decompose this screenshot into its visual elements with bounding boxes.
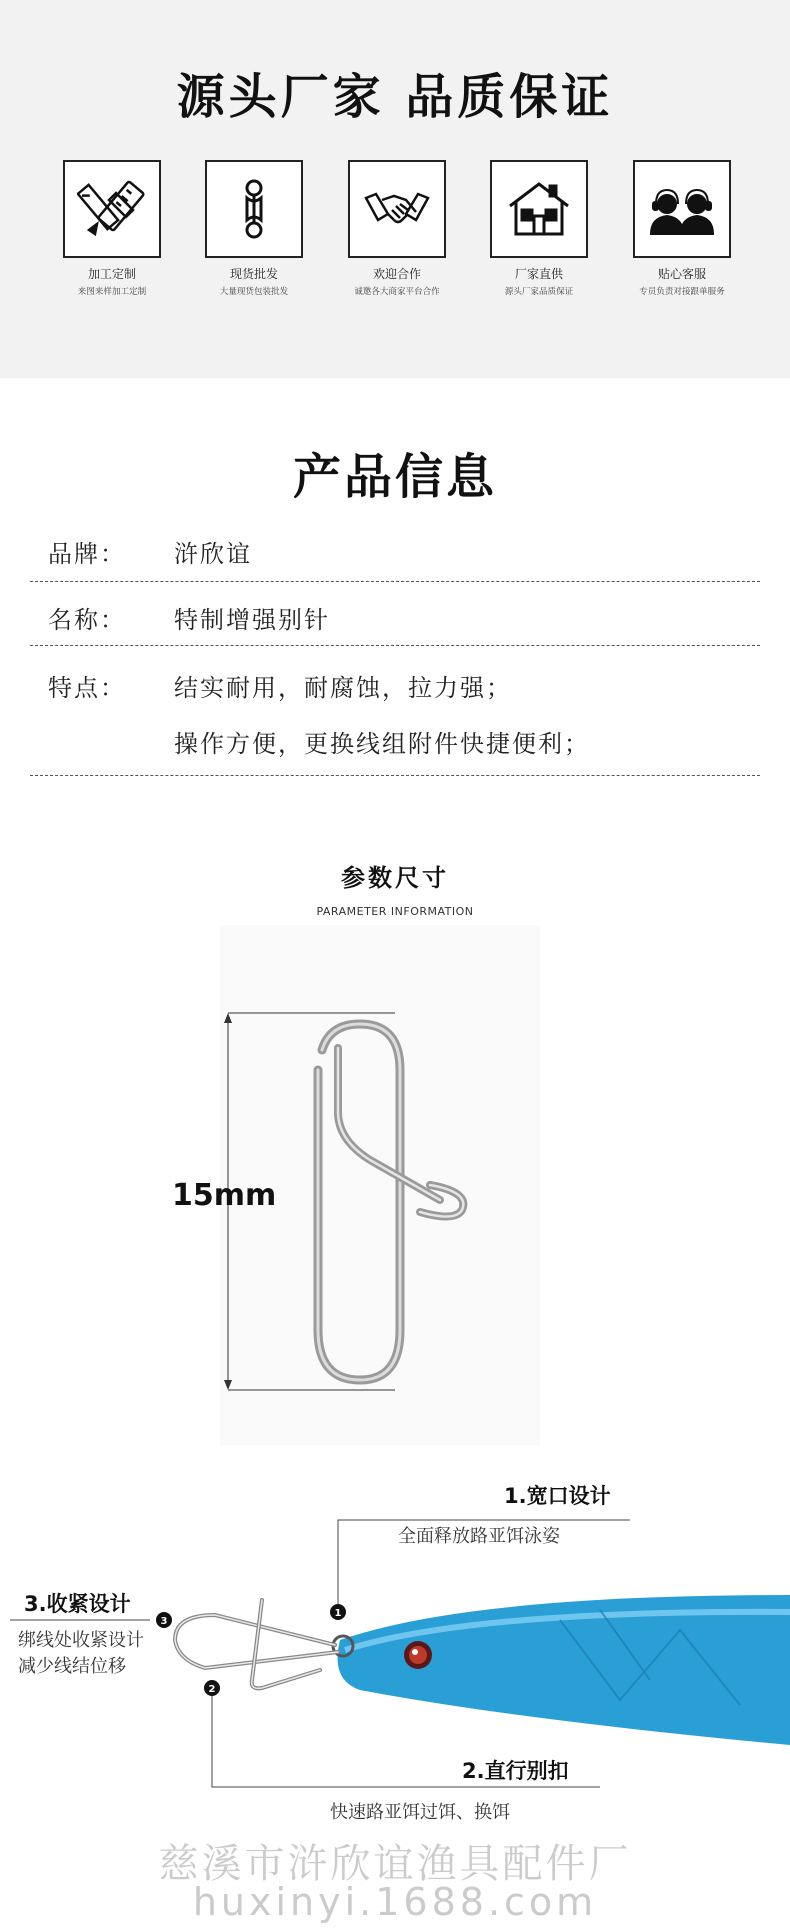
- dimension-label: 15mm: [172, 1178, 277, 1213]
- brand-label: 品牌：: [48, 540, 126, 568]
- snap-pin-icon: [318, 1024, 463, 1380]
- dimension-arrow-bottom: [224, 1380, 232, 1390]
- feature-desc: 大量现货包装批发: [219, 287, 289, 297]
- name-label: 名称：: [48, 606, 126, 634]
- parameter-title: 参数尺寸: [341, 864, 449, 892]
- dimension-arrow-top: [224, 1013, 232, 1023]
- brand-value: 浒欣谊: [174, 540, 252, 568]
- parameter-subtitle: PARAMETER INFORMATION: [316, 905, 474, 918]
- snap-pin-diagram: [175, 1600, 338, 1688]
- marker-3-number: 3: [160, 1616, 168, 1627]
- product-info-title: 产品信息: [292, 449, 497, 505]
- watermark-url: huxinyi.1688.com: [192, 1880, 598, 1924]
- feature-desc: 源头厂家品质保证: [504, 287, 574, 297]
- factory-title: 源头厂家 品质保证: [176, 69, 614, 125]
- callout-3-desc-2: 减少线结位移: [18, 1656, 126, 1677]
- feature-title: 贴心客服: [657, 267, 706, 281]
- callout-1-desc: 全面释放路亚饵泳姿: [398, 1526, 560, 1547]
- features-label: 特点：: [48, 674, 126, 702]
- feature-title: 加工定制: [87, 267, 136, 281]
- feature-title: 欢迎合作: [372, 267, 421, 281]
- feature-desc: 诚邀各大商家平台合作: [354, 287, 440, 297]
- feature-desc: 专员负责对接跟单服务: [639, 287, 725, 297]
- name-value: 特制增强别针: [174, 606, 330, 634]
- marker-1-number: 1: [334, 1608, 342, 1619]
- features-line-1: 结实耐用，耐腐蚀，拉力强；: [174, 674, 512, 702]
- callout-2-desc: 快速路亚饵过饵、换饵: [330, 1802, 510, 1823]
- callout-3-title: 3.收紧设计: [24, 1592, 131, 1616]
- feature-title: 厂家直供: [514, 267, 563, 281]
- callout-2-title: 2.直行别扣: [462, 1759, 569, 1783]
- watermark-company: 慈溪市浒欣谊渔具配件厂: [158, 1841, 632, 1887]
- feature-title: 现货批发: [229, 267, 278, 281]
- feature-desc: 来图来样加工定制: [77, 287, 147, 297]
- features-line-2: 操作方便，更换线组附件快捷便利；: [174, 730, 590, 758]
- callout-3-desc-1: 绑线处收紧设计: [18, 1630, 144, 1651]
- callout-1-title: 1.宽口设计: [504, 1484, 611, 1508]
- marker-2-number: 2: [208, 1684, 216, 1695]
